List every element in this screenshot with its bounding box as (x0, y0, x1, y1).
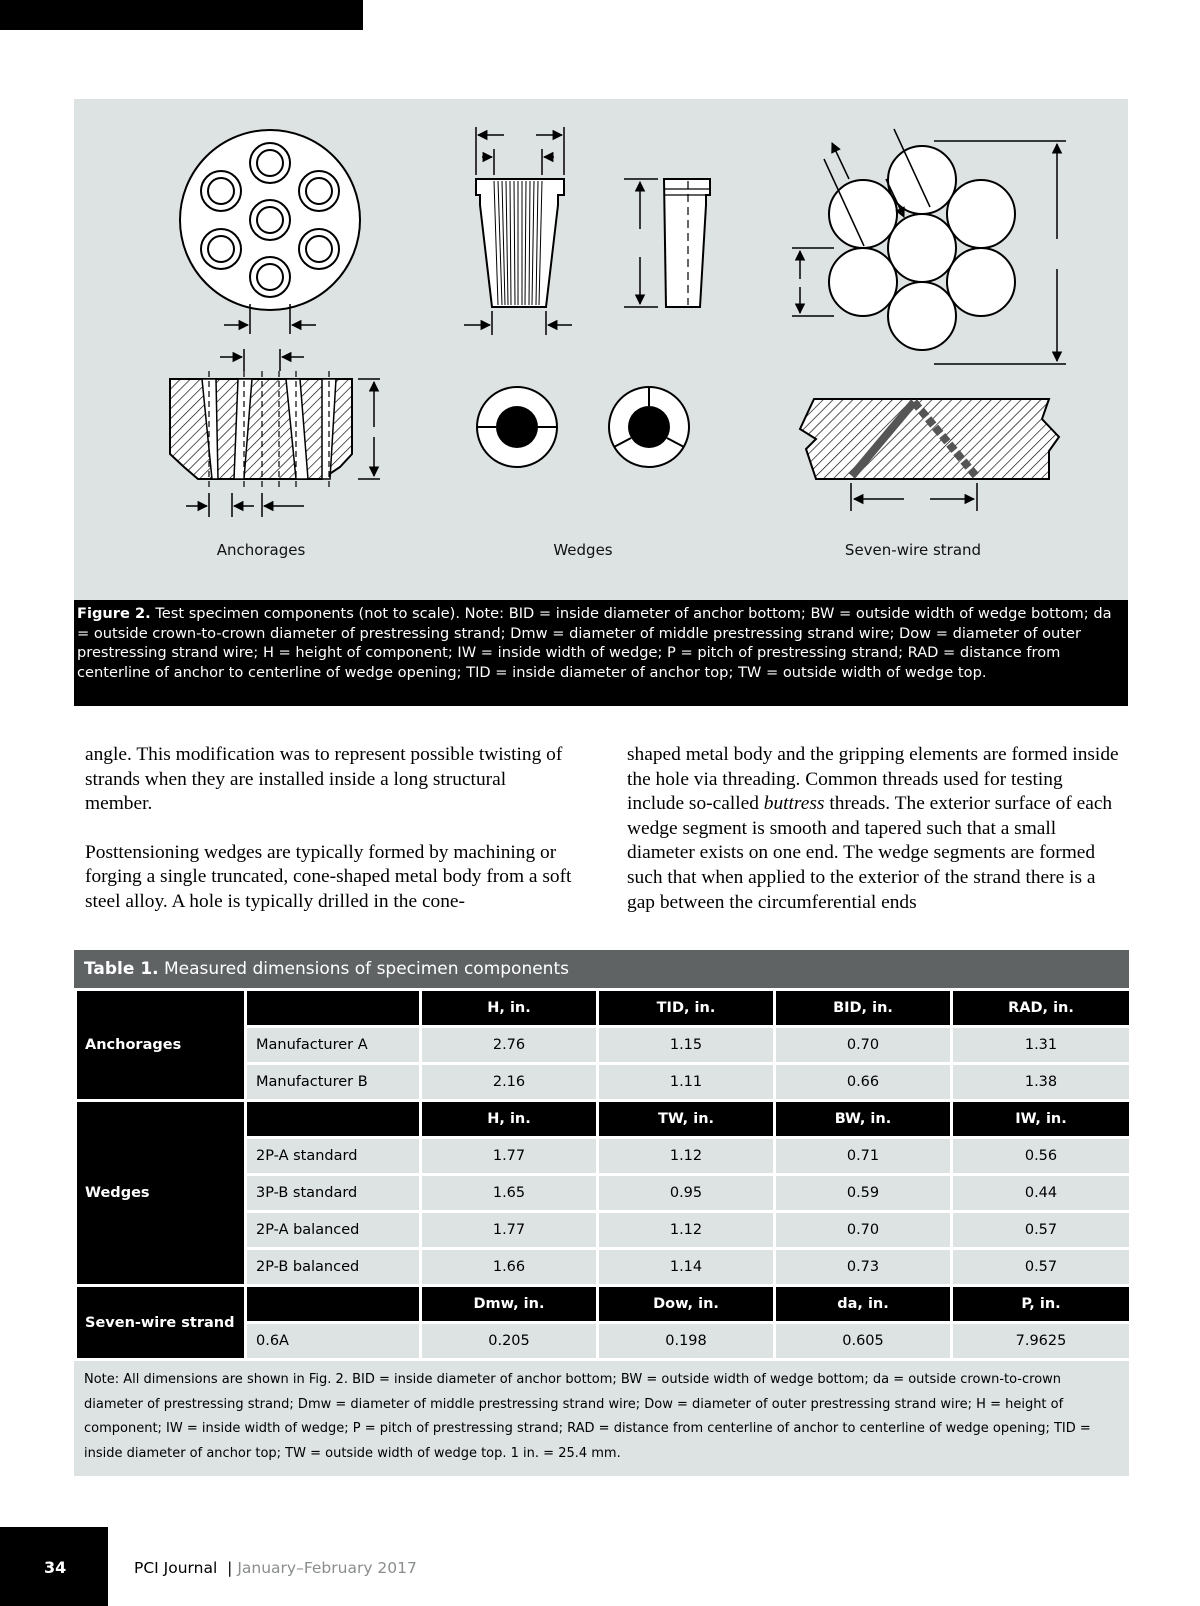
column-header: BID, in. (775, 990, 952, 1027)
figure-caption-text: Test specimen components (not to scale). Note: BID = inside diameter of anchor bottom; BW = outside width of wedge bottom; da = outside crown-to-crown diameter of prestressing strand; Dmw = diameter of middle prestressing strand wire; Dow = diameter of outer prestressing strand wire; H = height of component; IW = inside width of wedge; P = pitch of prestressing strand; RAD = distance from centerline of anchor to centerline of wedge opening; TID = inside diameter of anchor top; TW = outside width of wedge top. (77, 605, 1112, 681)
figure-2-caption (74, 600, 1128, 706)
category-anchorages: Anchorages (76, 990, 246, 1101)
column-header: Dow, in. (598, 1286, 775, 1323)
table-row: 3P-B standard 1.65 0.95 0.59 0.44 (76, 1175, 1131, 1212)
wedge-3-piece (609, 387, 689, 467)
page-number: 34 (44, 1558, 67, 1577)
wedge-side-view (624, 179, 710, 307)
column-header: H, in. (421, 1101, 598, 1138)
category-seven-wire-strand: Seven-wire strand (76, 1286, 246, 1360)
column-header: P, in. (952, 1286, 1131, 1323)
category-wedges: Wedges (76, 1101, 246, 1286)
strand-side-view (800, 399, 1059, 511)
column-header: Dmw, in. (421, 1286, 598, 1323)
panel-label-wedges: Wedges (553, 541, 613, 559)
table-row: 0.6A 0.205 0.198 0.605 7.9625 (76, 1323, 1131, 1360)
anchorage-top-view (180, 130, 360, 334)
panel-label-anchorages: Anchorages (216, 541, 306, 559)
body-paragraph: shaped metal body and the gripping elements are formed inside the hole via threading. Common threads used for testing include so-called buttress threads. The exterior surface of each wedge segment is smooth and tapered such that a small diameter exists on one end. The wedge segments are formed such that when applied to the exterior of the strand there is a gap between the circumferential ends (627, 744, 1119, 913)
column-header: BW, in. (775, 1101, 952, 1138)
column-header: RAD, in. (952, 990, 1131, 1027)
column-header: TID, in. (598, 990, 775, 1027)
table-row: 2P-A balanced 1.77 1.12 0.70 0.57 (76, 1212, 1131, 1249)
table-row: 2P-A standard 1.77 1.12 0.71 0.56 (76, 1138, 1131, 1175)
column-header: IW, in. (952, 1101, 1131, 1138)
footer-journal: PCI Journal | January–February 2017 (134, 1559, 417, 1577)
wedge-2-piece (477, 387, 557, 467)
figure-caption-label: Figure 2. (77, 605, 151, 622)
table-row: Manufacturer B 2.16 1.11 0.66 1.38 (76, 1064, 1131, 1101)
table-row: 2P-B balanced 1.66 1.14 0.73 0.57 (76, 1249, 1131, 1286)
header-bar (0, 0, 363, 30)
anchorage-section (170, 349, 380, 517)
body-paragraph: angle. This modification was to represent possible twisting of strands when they are installed inside a long structural member. (85, 744, 563, 815)
panel-label-strand: Seven-wire strand (844, 541, 982, 559)
body-paragraph: Posttensioning wedges are typically formed by machining or forging a single truncated, cone-shaped metal body from a soft steel alloy. A hole is typically drilled in the cone- (85, 841, 572, 912)
figure-2-drawing (74, 99, 1128, 600)
table-header-row (76, 990, 1131, 1027)
body-column-left (85, 743, 577, 939)
table-note: Note: All dimensions are shown in Fig. 2. BID = inside diameter of anchor bottom; BW = outside width of wedge bottom; da = outside crown-to-crown diameter of prestressing strand; Dmw = diameter of middle prestressing strand wire; Dow = diameter of outer prestressing strand wire; H = height of component; IW = inside width of wedge; P = pitch of prestressing strand; RAD = distance from centerline of anchor to centerline of wedge opening; TID = inside diameter of anchor top; TW = outside width of wedge top. 1 in. = 25.4 mm. (84, 1372, 1091, 1461)
column-header: H, in. (421, 990, 598, 1027)
table-row: Manufacturer A 2.76 1.15 0.70 1.31 (76, 1027, 1131, 1064)
wedge-front-view (464, 127, 572, 335)
figure-2-panel (74, 99, 1128, 600)
column-header: da, in. (775, 1286, 952, 1323)
column-header: TW, in. (598, 1101, 775, 1138)
dimensions-table (74, 988, 1132, 1361)
table-title: Table 1. Measured dimensions of specimen components (74, 950, 1129, 988)
body-column-right (627, 743, 1119, 939)
table-header-row (76, 1286, 1131, 1323)
strand-cross-section (829, 146, 1015, 350)
table-1 (74, 950, 1129, 1476)
table-header-row (76, 1101, 1131, 1138)
